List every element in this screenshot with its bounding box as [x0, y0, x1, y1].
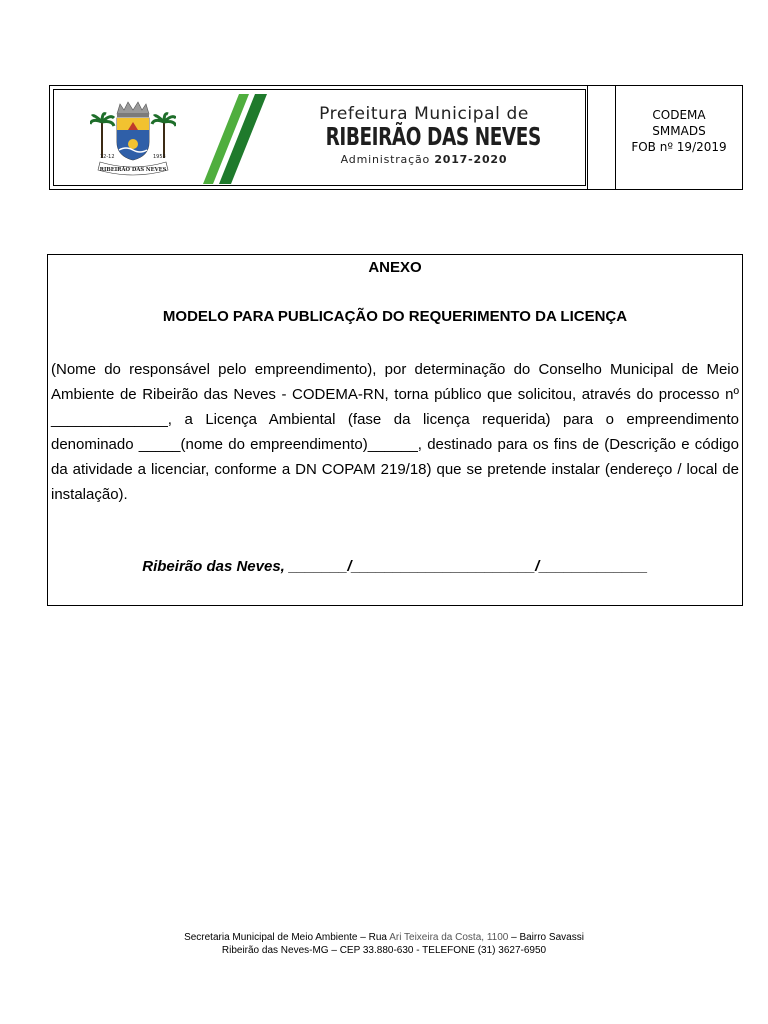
svg-text:12-12: 12-12 — [100, 154, 115, 160]
footer-address-line: Secretaria Municipal de Meio Ambiente – Rua Ari Teixeira da Costa, 1100 – Bairro Savassi — [184, 932, 584, 943]
svg-text:RIBEIRÃO DAS NEVES: RIBEIRÃO DAS NEVES — [99, 167, 167, 173]
info-smmads: SMMADS — [652, 124, 706, 138]
header-divider — [587, 86, 588, 189]
signature-date-line: Ribeirão das Neves, _______/______________________/_____________ — [142, 558, 648, 575]
annex-box — [47, 254, 743, 606]
annex-title: ANEXO — [368, 259, 422, 276]
page-footer — [0, 931, 768, 957]
info-fob-number: FOB nº 19/2019 — [631, 140, 727, 154]
prefeitura-banner — [53, 89, 586, 186]
footer-contact-line: Ribeirão das Neves-MG – CEP 33.880-630 - TELEFONE (31) 3627-6950 — [221, 945, 547, 956]
annex-body-text: (Nome do responsável pelo empreendimento), por determinação do Conselho Municipal de Meio Ambiente de Ribeirão das Neves - CODEMA-RN, torna público que solicitou, através do processo nº ______________, a Licença Ambiental (fase da licença requerida) para o empreendimento denominado _____(nome do empreendimento)______, destinado para os fins de (Descrição e código da atividade a licenciar, conforme a DN COPAM 219/18) que se pretende instalar (endereço / local de instalação). — [51, 361, 739, 503]
prefeitura-line: Prefeitura Municipal de — [319, 104, 529, 124]
palm-tree-right-icon — [152, 114, 176, 158]
palm-tree-left-icon — [90, 114, 114, 158]
header-table — [49, 85, 743, 190]
info-codema: CODEMA — [652, 108, 706, 122]
annex-subtitle: MODELO PARA PUBLICAÇÃO DO REQUERIMENTO DA LICENÇA — [162, 308, 628, 325]
prefeitura-wordmark — [304, 104, 544, 166]
svg-text:1953: 1953 — [153, 154, 166, 160]
administration-line: Administração 2017-2020 — [340, 153, 508, 166]
document-info-cell — [616, 86, 742, 189]
green-stripes-logo — [201, 92, 271, 184]
city-crest-icon — [90, 100, 176, 180]
city-name: RIBEIRÃO DAS NEVES — [325, 122, 541, 151]
